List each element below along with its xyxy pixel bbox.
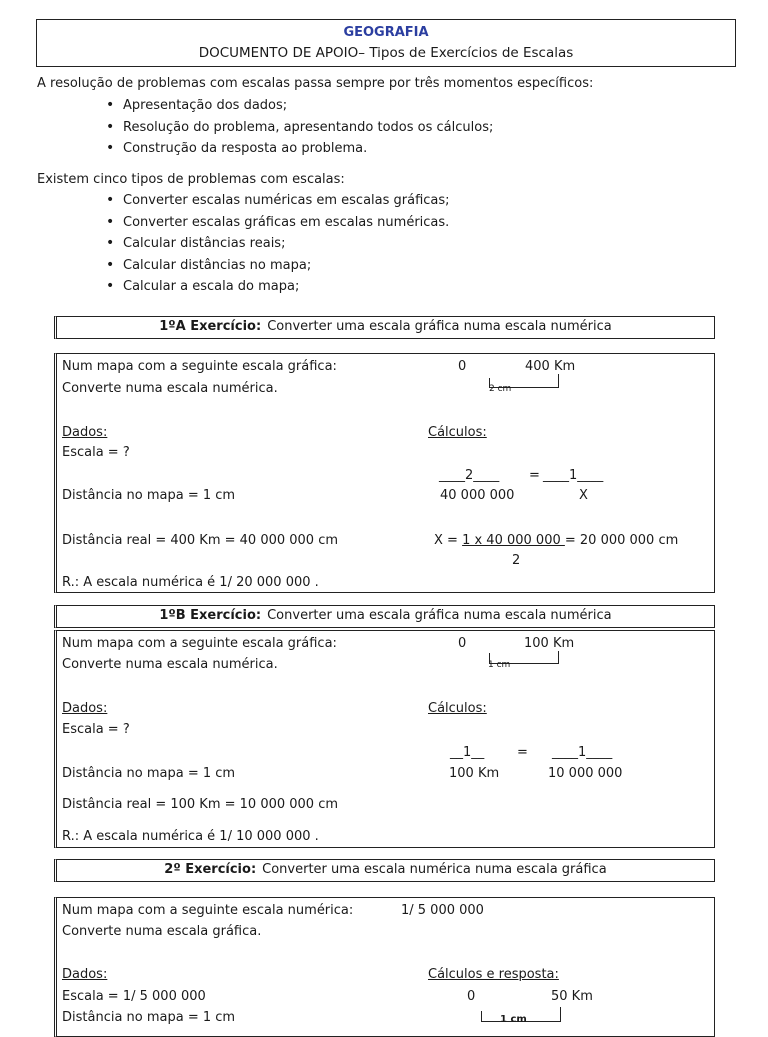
- list-item: • Resolução do problema, apresentando todos os cálculos;: [101, 117, 493, 139]
- x-equation-prefix: X =: [434, 533, 463, 548]
- list-item: • Calcular a escala do mapa;: [101, 276, 450, 298]
- scale-tick: [560, 1007, 561, 1022]
- exercise-label: 1ºA Exercício:: [159, 319, 262, 334]
- x-equation-numerator: 1 x 40 000 000: [462, 533, 565, 548]
- escala-line: Escala = ?: [62, 722, 130, 737]
- fraction-a-numerator: ____2____: [439, 468, 500, 483]
- scale-zero: 0: [467, 989, 476, 1004]
- question-line-1: Num mapa com a seguinte escala gráfica:: [62, 636, 337, 651]
- intro-paragraph-2: Existem cinco tipos de problemas com escalas:: [37, 172, 345, 187]
- scale-zero: 0: [458, 636, 467, 651]
- answer-line: R.: A escala numérica é 1/ 20 000 000 .: [62, 575, 319, 590]
- exercise-label: 2º Exercício:: [164, 862, 257, 877]
- calculos-heading: Cálculos e resposta:: [428, 967, 559, 982]
- subject-title: GEOGRAFIA: [343, 25, 429, 40]
- question-line-1: Num mapa com a seguinte escala gráfica:: [62, 359, 337, 374]
- numeric-scale-value: 1/ 5 000 000: [401, 903, 484, 918]
- list-item: • Construção da resposta ao problema.: [101, 138, 493, 160]
- answer-line: R.: A escala numérica é 1/ 10 000 000 .: [62, 829, 319, 844]
- exercise-1b-box: [54, 630, 715, 848]
- distancia-mapa-line: Distância no mapa = 1 cm: [62, 766, 236, 781]
- scale-segment-label: 1 cm: [500, 1014, 527, 1025]
- x-equation-result: = 20 000 000 cm: [564, 533, 679, 548]
- types-list: [101, 190, 450, 298]
- list-item: • Calcular distâncias no mapa;: [101, 255, 450, 277]
- exercise-1a-header: [54, 316, 715, 339]
- scale-value: 100 Km: [524, 636, 575, 651]
- distancia-real-line: Distância real = 400 Km = 40 000 000 cm: [62, 533, 339, 548]
- escala-line: Escala = 1/ 5 000 000: [62, 989, 206, 1004]
- exercise-2-box: [54, 897, 715, 1037]
- exercise-2-header: [54, 859, 715, 882]
- list-item: • Calcular distâncias reais;: [101, 233, 450, 255]
- document-header: [36, 19, 736, 67]
- exercise-1a-box: [54, 353, 715, 593]
- scale-tick: [558, 374, 559, 388]
- x-equation: [434, 533, 678, 549]
- fraction-a-denominator: 40 000 000: [440, 488, 515, 503]
- question-line-2: Converte numa escala gráfica.: [62, 924, 262, 939]
- dados-heading: Dados:: [62, 967, 108, 982]
- scale-tick: [481, 1011, 482, 1022]
- x-equation-denominator: 2: [512, 553, 521, 568]
- dados-heading: Dados:: [62, 425, 108, 440]
- exercise-1b-header: [54, 605, 715, 628]
- scale-segment-label: 2 cm: [489, 384, 512, 394]
- exercise-title: Converter uma escala numérica numa escala gráfica: [262, 862, 607, 877]
- list-item: • Apresentação dos dados;: [101, 95, 493, 117]
- scale-zero: 0: [458, 359, 467, 374]
- scale-segment-label: 1 cm: [488, 660, 511, 670]
- fraction-b-numerator: ____1____: [552, 745, 613, 760]
- moments-list: [101, 95, 493, 160]
- exercise-label: 1ºB Exercício:: [159, 608, 262, 623]
- intro-paragraph-1: A resolução de problemas com escalas passa sempre por três momentos específicos:: [37, 76, 594, 91]
- scale-value: 50 Km: [551, 989, 593, 1004]
- fraction-b-denominator: 10 000 000: [548, 766, 623, 781]
- list-item: • Converter escalas gráficas em escalas numéricas.: [101, 212, 450, 234]
- calculos-heading: Cálculos:: [428, 425, 487, 440]
- exercise-title: Converter uma escala gráfica numa escala numérica: [267, 319, 612, 334]
- question-line-2: Converte numa escala numérica.: [62, 657, 278, 672]
- escala-line: Escala = ?: [62, 445, 130, 460]
- question-line-2: Converte numa escala numérica.: [62, 381, 278, 396]
- dados-heading: Dados:: [62, 701, 108, 716]
- distancia-mapa-line: Distância no mapa = 1 cm: [62, 488, 236, 503]
- fraction-equals: =: [529, 468, 540, 483]
- fraction-b-numerator: ____1____: [543, 468, 604, 483]
- distancia-mapa-line: Distância no mapa = 1 cm: [62, 1010, 236, 1025]
- fraction-b-denominator: X: [579, 488, 588, 503]
- scale-tick: [558, 651, 559, 664]
- list-item: • Converter escalas numéricas em escalas gráficas;: [101, 190, 450, 212]
- fraction-a-denominator: 100 Km: [449, 766, 500, 781]
- fraction-equals: =: [517, 745, 528, 760]
- distancia-real-line: Distância real = 100 Km = 10 000 000 cm: [62, 797, 339, 812]
- document-title: DOCUMENTO DE APOIO– Tipos de Exercícios de Escalas: [198, 45, 574, 61]
- calculos-heading: Cálculos:: [428, 701, 487, 716]
- fraction-a-numerator: __1__: [450, 745, 485, 760]
- exercise-title: Converter uma escala gráfica numa escala numérica: [267, 608, 612, 623]
- question-line-1: Num mapa com a seguinte escala numérica:: [62, 903, 354, 918]
- scale-value: 400 Km: [525, 359, 576, 374]
